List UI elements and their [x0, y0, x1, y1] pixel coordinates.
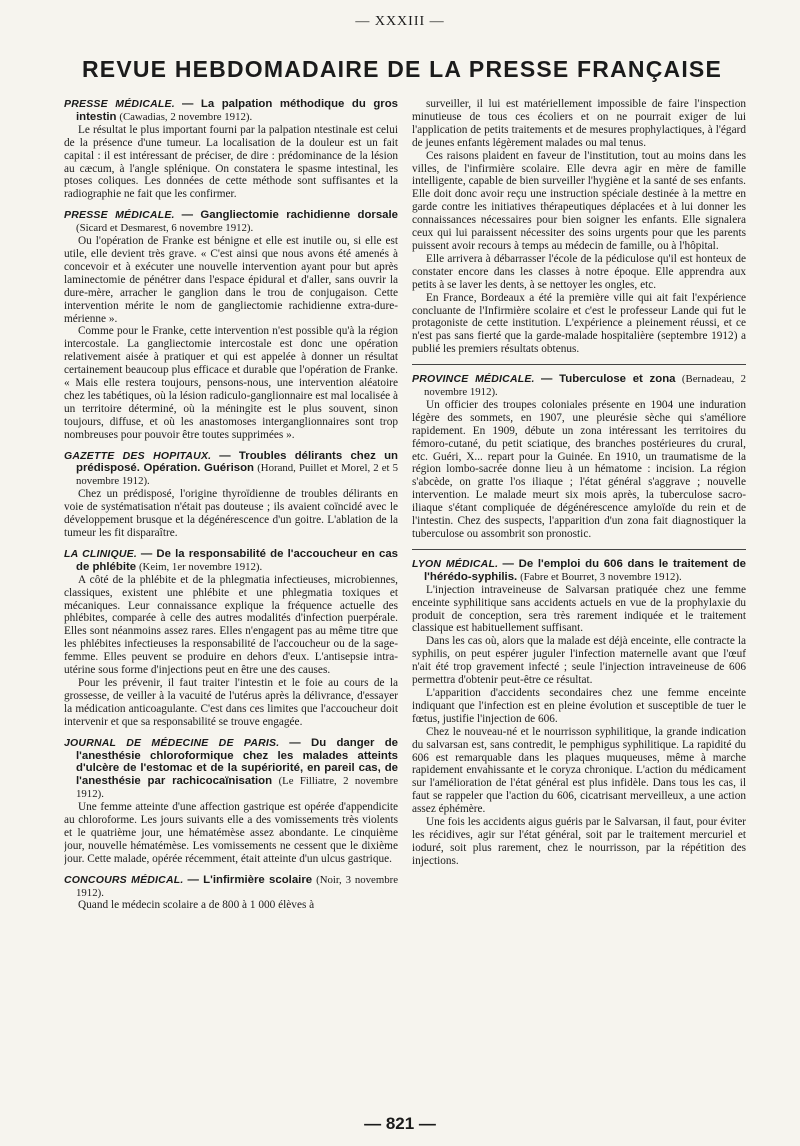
article: [64, 874, 398, 913]
article-title: — La palpation méthodique du gros intestin: [76, 98, 398, 123]
article-paragraph: surveiller, il lui est matériellement impossible de faire l'inspection minutieuse de tous ces écoliers et on ne pourrait exiger de lui l'application de petits traitements et de mesures prophylactiques, à l'égard de jeunes enfants légèrement malades ou mal tenus.: [412, 98, 746, 149]
article-title: — De la responsabilité de l'accoucheur en cas de phlébite: [76, 547, 398, 573]
article-source: PROVINCE MÉDICALE.: [412, 373, 535, 386]
article-source: GAZETTE DES HOPITAUX.: [64, 449, 212, 462]
article-authors: (Horand, Puillet et Morel, 2 et 5 novembre 1912).: [76, 462, 398, 488]
article-separator: [412, 549, 746, 550]
article-paragraph: A côté de la phlébite et de la phlegmatia infectieuses, microbiennes, classiques, existent une phlébite et une phlegmatia toxiques et mécaniques. Leur connaissance explique la fréquence actuelle des phlébites, comparée à celle des autres modalités d'infection puerpérale. Elles sont néanmoins assez rares. Elles n'engagent pas au même titre que les phlébites infectieuses la responsabilité de l'accoucheur ou de la sage-femme. Elles peuvent se produire en dehors d'eux. L'antisepsie intra-utérine sous forme d'injections peut en être une des causes.: [64, 573, 398, 677]
article-title: — Du danger de l'anesthésie chloroformique chez les malades atteints d'ulcère de l'estomac et de la supériorité, en pareil cas, de l'anesthésie par rachicocaïnisation: [76, 736, 398, 788]
article: [64, 450, 398, 540]
article-paragraph: L'injection intraveineuse de Salvarsan pratiquée chez une femme enceinte syphilitique sans accidents actuels en vue de la prophylaxie du produit de conception, sera très rarement indiquée et le traitement classique est habituellement suffisant.: [412, 583, 746, 635]
article-paragraph: Chez le nouveau-né et le nourrisson syphilitique, la grande indication du salvarsan est, sans contredit, le pemphigus syphilitique. La rapidité du 606 est remarquable dans les plaques muqueuses, même à marche rapidement envahissante et le coryza chronique. L'action du médicament sur l'amélioration de l'état général est plus infidèle. Dans tous les cas, il faut se rappeler que l'action du 606, cicatrisant merveilleux, a une action assez éphémère.: [412, 725, 746, 816]
article: [412, 373, 746, 541]
article-paragraph: Comme pour le Franke, cette intervention n'est possible qu'à la région intercostale. La gangliectomie intercostale est donc une opération relativement aisée à pratiquer et qui est appelée à donner un résultat certainement beaucoup plus efficace et durable que l'opération de Franke. « Mais elle restera toujours, pensons-nous, une intervention aléatoire chez les tabétiques, où la lésion radiculo-ganglionnaire est mal localisée à un territoire déterminé, où la méningite est le plus souvent, sinon toujours, diffuse, et où les anastomoses interganglionnaires sont trop nombreuses pour pouvoir être toutes supprimées ».: [64, 325, 398, 441]
article-source: LYON MÉDICAL.: [412, 557, 499, 570]
article-paragraph: Chez un prédisposé, l'origine thyroïdienne de troubles délirants en voie de systématisation n'était pas douteuse ; ils avaient coïncidé avec le développement brusque et la dégénérescence d'un goitre. L'ablation de la tumeur les fit disparaître.: [64, 488, 398, 539]
article-paragraph: Ou l'opération de Franke est bénigne et elle est inutile ou, si elle est utile, elle devient très grave. « C'est ainsi que nous avons été amenés à concevoir et à exécuter une nouvelle intervention ayant pour but après laminectomie de pénétrer dans l'espace épidural et d'aller, sans ouvrir la dure-mère, arracher le ganglion dans le trou de conjugaison. Cette intervention mérite le nom de gangliectomie rachidienne extra-dure-mérienne ».: [64, 235, 398, 325]
article-title: — Gangliectomie rachidienne dorsale: [181, 209, 398, 222]
article-authors: (Fabre et Bourret, 3 novembre 1912).: [520, 570, 682, 583]
article-paragraph: Ces raisons plaident en faveur de l'institution, tout au moins dans les villes, de l'infirmière scolaire. Elle devra agir en mère de famille intelligente, capable de bien surveiller l'hygiène et la santé de ses enfants. Elle doit donc avoir reçu une instruction spéciale destinée à la mettre en garde contre les initiatives thérapeutiques déplacées et à lui donner les connaissances nécessaires pour bien soigner les enfants. Elle signalera ceux qui lui paraissent nécessiter des soins urgents pour que les parents puissent avoir recours à temps au médecin de famille, ou à l'hôpital.: [412, 149, 746, 252]
article-separator: [412, 364, 746, 365]
article-heading: [64, 737, 398, 802]
article-heading: [64, 450, 398, 489]
article-heading: [64, 98, 398, 124]
article-source: JOURNAL DE MÉDECINE DE PARIS.: [64, 736, 280, 749]
article: [64, 209, 398, 441]
masthead-title: REVUE HEBDOMADAIRE DE LA PRESSE FRANÇAISE: [81, 56, 723, 82]
left-column: [64, 98, 398, 1108]
article-title: — Troubles délirants chez un prédisposé. Opération. Guérison: [76, 449, 398, 475]
article-title: — De l'emploi du 606 dans le traitement de l'hérédo-syphilis.: [424, 557, 746, 583]
article-authors: (Bernadeau, 2 novembre 1912).: [424, 373, 746, 399]
article-paragraph: Pour les prévenir, il faut traiter l'intestin et le foie au cours de la grossesse, de veiller à la vacuité de l'utérus après la délivrance, d'essayer la médication anticoagulante. C'est dans ces limites que l'accoucheur doit intervenir et que sa responsabilité se trouve engagée.: [64, 676, 398, 728]
article-source: LA CLINIQUE.: [64, 547, 137, 560]
article-authors: (Keim, 1er novembre 1912).: [138, 560, 263, 573]
article-paragraph: En France, Bordeaux a été la première ville qui ait fait l'expérience concluante de l'Infirmière scolaire et c'est le professeur Lande qui fut le protagoniste de cette institution. L'expérience a pleinement réussi, et ce n'est pas sans fierté que la garde-malade hospitalière (septembre 1912) a publié les premiers résultats obtenus.: [412, 291, 746, 356]
article-paragraph: Elle arrivera à débarrasser l'école de la pédiculose qu'il est honteux de constater encore dans les classes à notre époque. Elle apprendra aux petits à se laver les dents, à se nettoyer les ongles, etc.: [412, 252, 746, 291]
article-paragraph: L'apparition d'accidents secondaires chez une femme enceinte indiquant que l'infection est en pleine évolution et susceptible de tuer le fœtus, justifie l'injection de 606.: [412, 686, 746, 725]
article-source: CONCOURS MÉDICAL.: [64, 873, 184, 886]
article: [64, 737, 398, 866]
article-heading: [64, 874, 398, 900]
article-title: — L'infirmière scolaire: [187, 873, 313, 886]
article: [64, 98, 398, 201]
article-heading: [64, 548, 398, 574]
right-column: [412, 98, 746, 1108]
article-paragraph: Une fois les accidents aigus guéris par le Salvarsan, il faut, pour éviter les récidives, agir sur l'état général, soit par le traitement mercuriel et ioduré, soit plus rarement, chez le nourrisson, par la répétition des injections.: [412, 816, 746, 867]
article: [64, 548, 398, 729]
article-heading: [412, 558, 746, 584]
article-paragraph: Quand le médecin scolaire a de 800 à 1 000 élèves à: [78, 899, 315, 912]
article-heading: [64, 209, 398, 235]
article-paragraph: Dans les cas où, alors que la malade est déjà enceinte, elle contracte la syphilis, on peut espérer juguler l'infection maternelle avant que l'œuf n'ait été trop gravement infecté ; seule l'injection intraveineuse de 606 permettra d'obtenir peut-être ce résultat.: [412, 635, 746, 687]
article: [412, 558, 746, 868]
article-authors: (Cawadias, 2 novembre 1912).: [119, 110, 253, 123]
article-authors: (Sicard et Desmarest, 6 novembre 1912).: [76, 222, 254, 235]
article-paragraph: Un officier des troupes coloniales présente en 1904 une induration légère des sommets, en 1907, une pleurésie sèche qui s'améliore rapidement. En 1909, débute un zona intéressant les territoires du fémoro-cutané, du petit sciatique, des branches postérieures du crural, etc. Guéri, X... repart pour la Guinée. En 1910, un traumatisme de la région lombo-sacrée donne lieu à un hématome : incision. La région s'abcède, on gratte l'os iliaque ; l'état général s'aggrave ; nouvelle intervention. Le malade meurt six mois après, la tuberculose sacro-iliaque s'étant compliquée de dégénérescence amyloïde du rein et de l'intestin. Chez des suspects, l'apparition d'un zona fait diagnostiquer la tuberculose ou assombrit son pronostic.: [412, 398, 746, 540]
article-continuation: [412, 98, 746, 356]
article-source: PRESSE MÉDICALE.: [64, 209, 175, 222]
article-title: — Tuberculose et zona: [541, 373, 676, 386]
page-number: — 821 —: [364, 1114, 436, 1133]
article-authors: (Le Filliatre, 2 novembre 1912).: [76, 775, 398, 801]
article-heading: [412, 373, 746, 399]
article-source: PRESSE MÉDICALE.: [64, 98, 175, 110]
article-paragraph: Le résultat le plus important fourni par la palpation ntestinale est celui de la présence d'une tumeur. La localisation de la douleur est un fait capital : il est intéressant de préciser, de dire : prédominance de la lésion au cæcum, à l'angle splénique. On constatera le spasme intestinal, les ptoses coliques. Les données de cette méthode sont suffisantes et la radiographie ne fait que les confirmer.: [64, 123, 398, 201]
roman-folio: — XXXIII —: [355, 14, 445, 29]
article-authors: (Noir, 3 novembre 1912).: [76, 873, 398, 899]
article-paragraph: Une femme atteinte d'une affection gastrique est opérée d'appendicite au chloroforme. Les jours suivants elle a des vomissements très violents et le quatrième jour, une hématémèse assez abondante. Le cinquième jour, nouvelle hématémèse. Les vomissements ne cessent que le dixième jour. Cette malade, opérée récemment, était atteinte d'un ulcus gastrique.: [64, 801, 398, 865]
